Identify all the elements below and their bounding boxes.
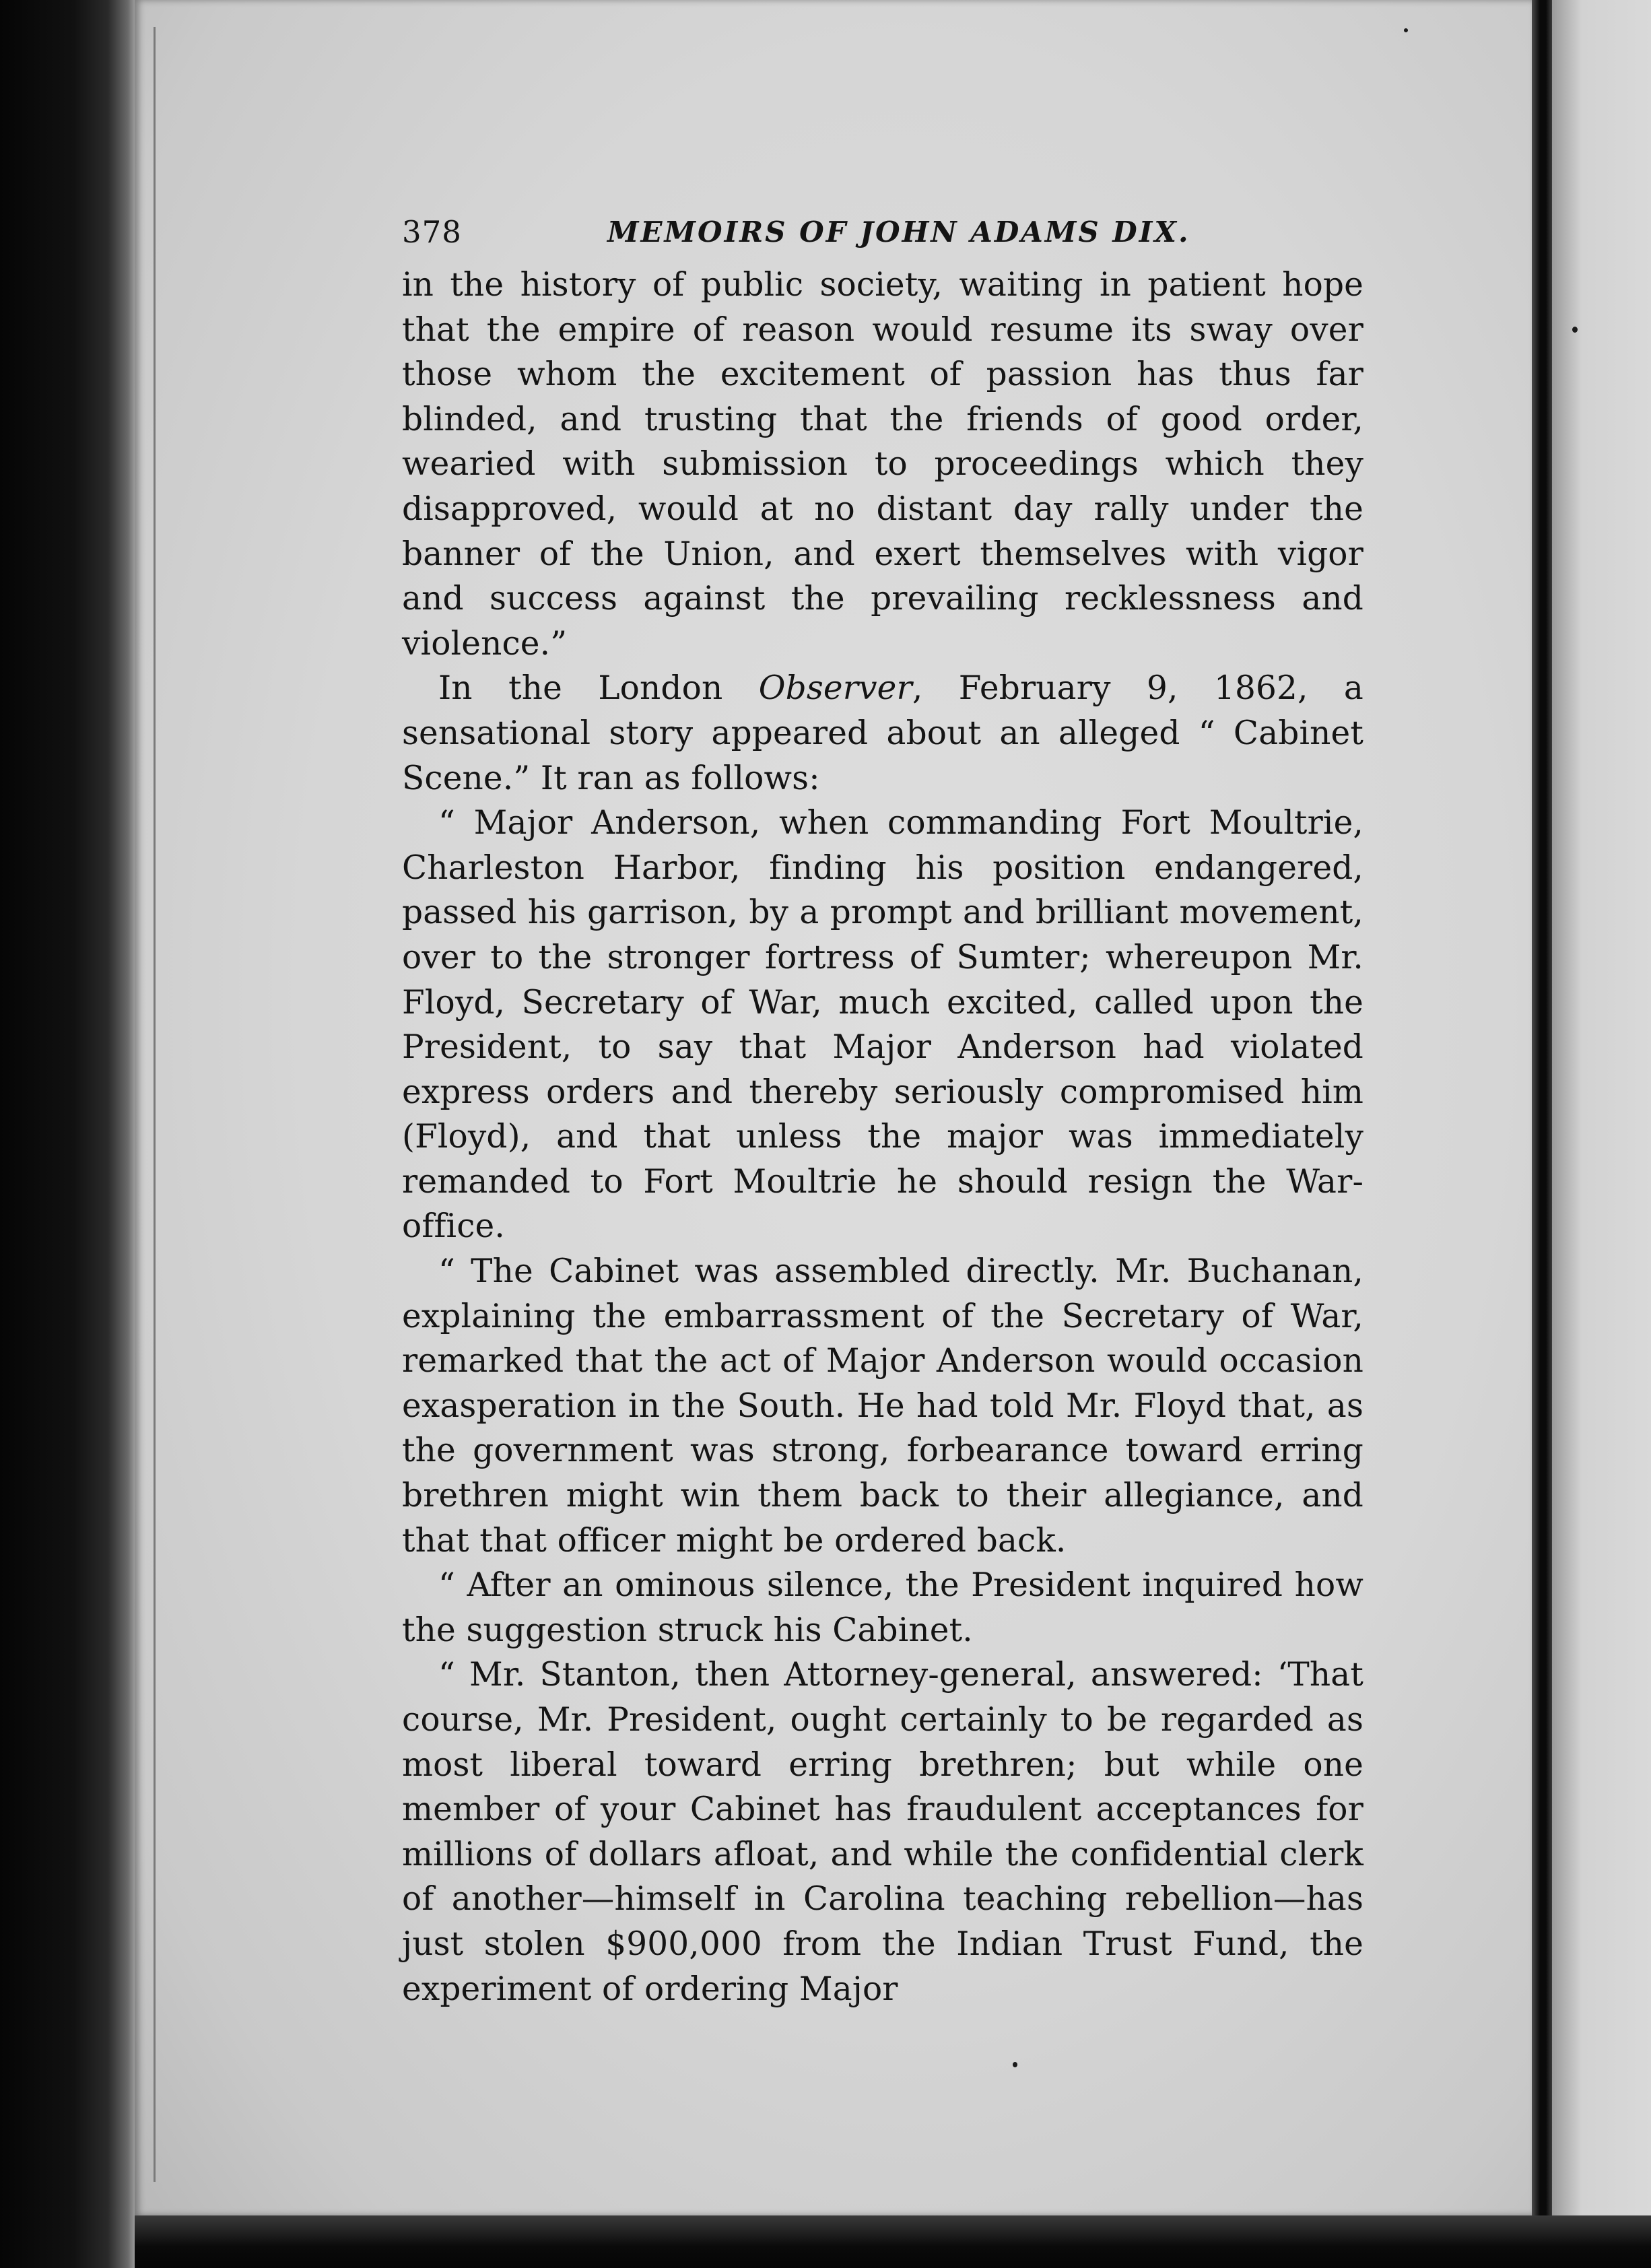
page-edge-line (154, 27, 156, 2182)
paragraph-observer (402, 666, 1363, 801)
running-header (402, 202, 1363, 263)
paragraph-cabinet: “ The Cabinet was assembled directly. Mr. Buchanan, explaining the embarrassment of the Secretary of War, remarked that the act of Major Anderson would occasion exasperation in the South. He had told Mr. Floyd that, as the government was strong, forbearance toward erring brethren might win them back to their allegiance, and that that officer might be ordered back. (402, 1253, 1363, 1560)
scan-bottom-border (135, 2215, 1651, 2268)
book-gutter (1532, 0, 1552, 2268)
page-text-block (402, 202, 1363, 2011)
paragraph-continued: in the history of public society, waiting in patient hope that the empire of reason would resume its sway over those whom the excitement of passion has thus far blinded, and trusting that the friends of good order, wearied with submission to proceedings which they disapproved, would at no distant day rally under the banner of the Union, and exert themselves with vigor and success against the prevailing recklessness and violence.” (402, 266, 1363, 663)
adjacent-page-edge (1552, 0, 1651, 2215)
scan-speck (1013, 2062, 1017, 2067)
page-number: 378 (402, 214, 462, 250)
scan-speck (1404, 28, 1408, 32)
paragraph-anderson: “ Major Anderson, when commanding Fort Moultrie, Charleston Harbor, finding his position endangered, passed his garrison, by a prompt and brilliant movement, over to the stronger fortress of Sumter; whereupon Mr. Floyd, Secretary of War, much excited, called upon the President, to say that Major Anderson had violated express orders and thereby seriously compromised him (Floyd), and that unless the major was immediately remanded to Fort Moultrie he should resign the War-office. (402, 804, 1363, 1246)
paragraph-observer-lead: In the London (438, 669, 759, 708)
scan-speck (1572, 327, 1578, 333)
book-binding-edge (0, 0, 135, 2268)
paragraph-observer-rest: , February 9, 1862, a sensational story appeared about an alleged “ Cabinet Scene.” It ran as follows: (402, 669, 1363, 797)
paragraph-stanton: “ Mr. Stanton, then Attorney-general, answered: ‘That course, Mr. President, ought certainly to be regarded as most liberal toward erring brethren; but while one member of your Cabinet has fraudulent acceptances for millions of dollars afloat, and while the confidential clerk of another—himself in Carolina teaching rebellion—has just stolen $900,000 from the Indian Trust Fund, the experiment of ordering Major (402, 1656, 1363, 2008)
paragraph-silence: “ After an ominous silence, the President inquired how the suggestion struck his Cabinet. (402, 1566, 1363, 1649)
running-title: MEMOIRS OF JOHN ADAMS DIX. (607, 215, 1190, 248)
newspaper-name: Observer (758, 669, 912, 708)
